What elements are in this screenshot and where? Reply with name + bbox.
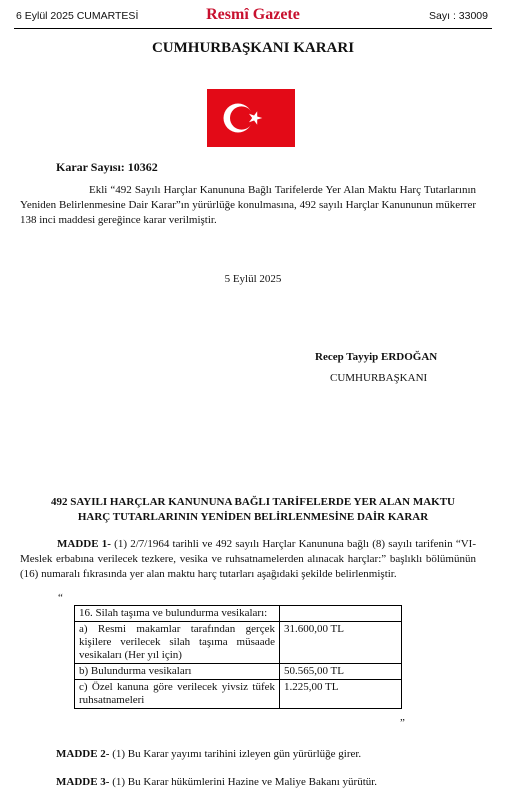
fee-amount: 50.565,00 TL	[280, 664, 402, 680]
table-row	[75, 622, 402, 664]
madde-3-text: (1) Bu Karar hükümlerini Hazine ve Maliye Bakanı yürütür.	[109, 776, 378, 788]
fee-description: b) Bulundurma vesikaları	[75, 664, 280, 680]
madde-2-paragraph	[56, 748, 361, 760]
close-quote: ”	[400, 717, 405, 729]
signatory-name: Recep Tayyip ERDOĞAN	[315, 351, 438, 363]
madde-1-text: (1) 2/7/1964 tarihli ve 492 sayılı Harçlar Kanununa bağlı (8) sayılı tarifenin “VI- Meslek erbabına verilecek tezkere, vesika ve ruhsatnamelerden alınacak harçlar:” başlıklı bölümünün (16) numaralı fıkrasında yer alan maktu harç tutarları aşağıdaki şekilde belirlenmiştir.	[20, 538, 476, 580]
page-title: CUMHURBAŞKANI KARARI	[151, 40, 355, 56]
fee-description: c) Özel kanuna göre verilecek yivsiz tüfek ruhsatnameleri	[75, 680, 280, 709]
fee-description: 16. Silah taşıma ve bulundurma vesikaları:	[75, 606, 280, 622]
turkish-flag-icon	[207, 89, 295, 147]
annex-title-line1: 492 SAYILI HARÇLAR KANUNUNA BAĞLI TARİFELERDE YER ALAN MAKTU	[50, 496, 455, 508]
madde-3-paragraph	[56, 776, 377, 788]
fee-amount: 31.600,00 TL	[280, 622, 402, 664]
header-divider	[14, 28, 492, 29]
header-date: 6 Eylül 2025 CUMARTESİ	[16, 10, 139, 22]
fee-amount: 1.225,00 TL	[280, 680, 402, 709]
preamble-paragraph: Ekli “492 Sayılı Harçlar Kanununa Bağlı Tarifelerde Yer Alan Maktu Harç Tutarlarının Yeniden Belirlenmesine Dair Karar”ın yürürlüğe konulmasına, 492 sayılı Harçlar Kanununun mükerrer 138 inci maddesi gereğince karar verilmiştir.	[20, 184, 476, 226]
issue-number: Sayı : 33009	[429, 10, 488, 22]
annex-title-line2: HARÇ TUTARLARININ YENİDEN BELİRLENMESİNE DAİR KARAR	[77, 511, 429, 523]
gazette-title: Resmî Gazete	[206, 6, 300, 23]
madde-1-heading: MADDE 1-	[57, 538, 111, 550]
decree-date: 5 Eylül 2025	[224, 273, 282, 285]
decree-number: Karar Sayısı: 10362	[56, 160, 158, 174]
fee-table	[74, 605, 402, 709]
annex-title	[20, 495, 486, 525]
madde-1-paragraph	[20, 537, 476, 582]
table-row	[75, 680, 402, 709]
open-quote: “	[58, 592, 63, 604]
fee-amount	[280, 606, 402, 622]
table-row	[75, 606, 402, 622]
madde-2-text: (1) Bu Karar yayımı tarihini izleyen gün yürürlüğe girer.	[109, 748, 362, 760]
madde-2-heading: MADDE 2-	[56, 748, 110, 760]
fee-description: a) Resmi makamlar tarafından gerçek kişilere verilecek silah taşıma müsaade vesikaları (Her yıl için)	[75, 622, 280, 664]
table-row	[75, 664, 402, 680]
madde-3-heading: MADDE 3-	[56, 776, 110, 788]
signatory-title: CUMHURBAŞKANI	[330, 372, 428, 384]
